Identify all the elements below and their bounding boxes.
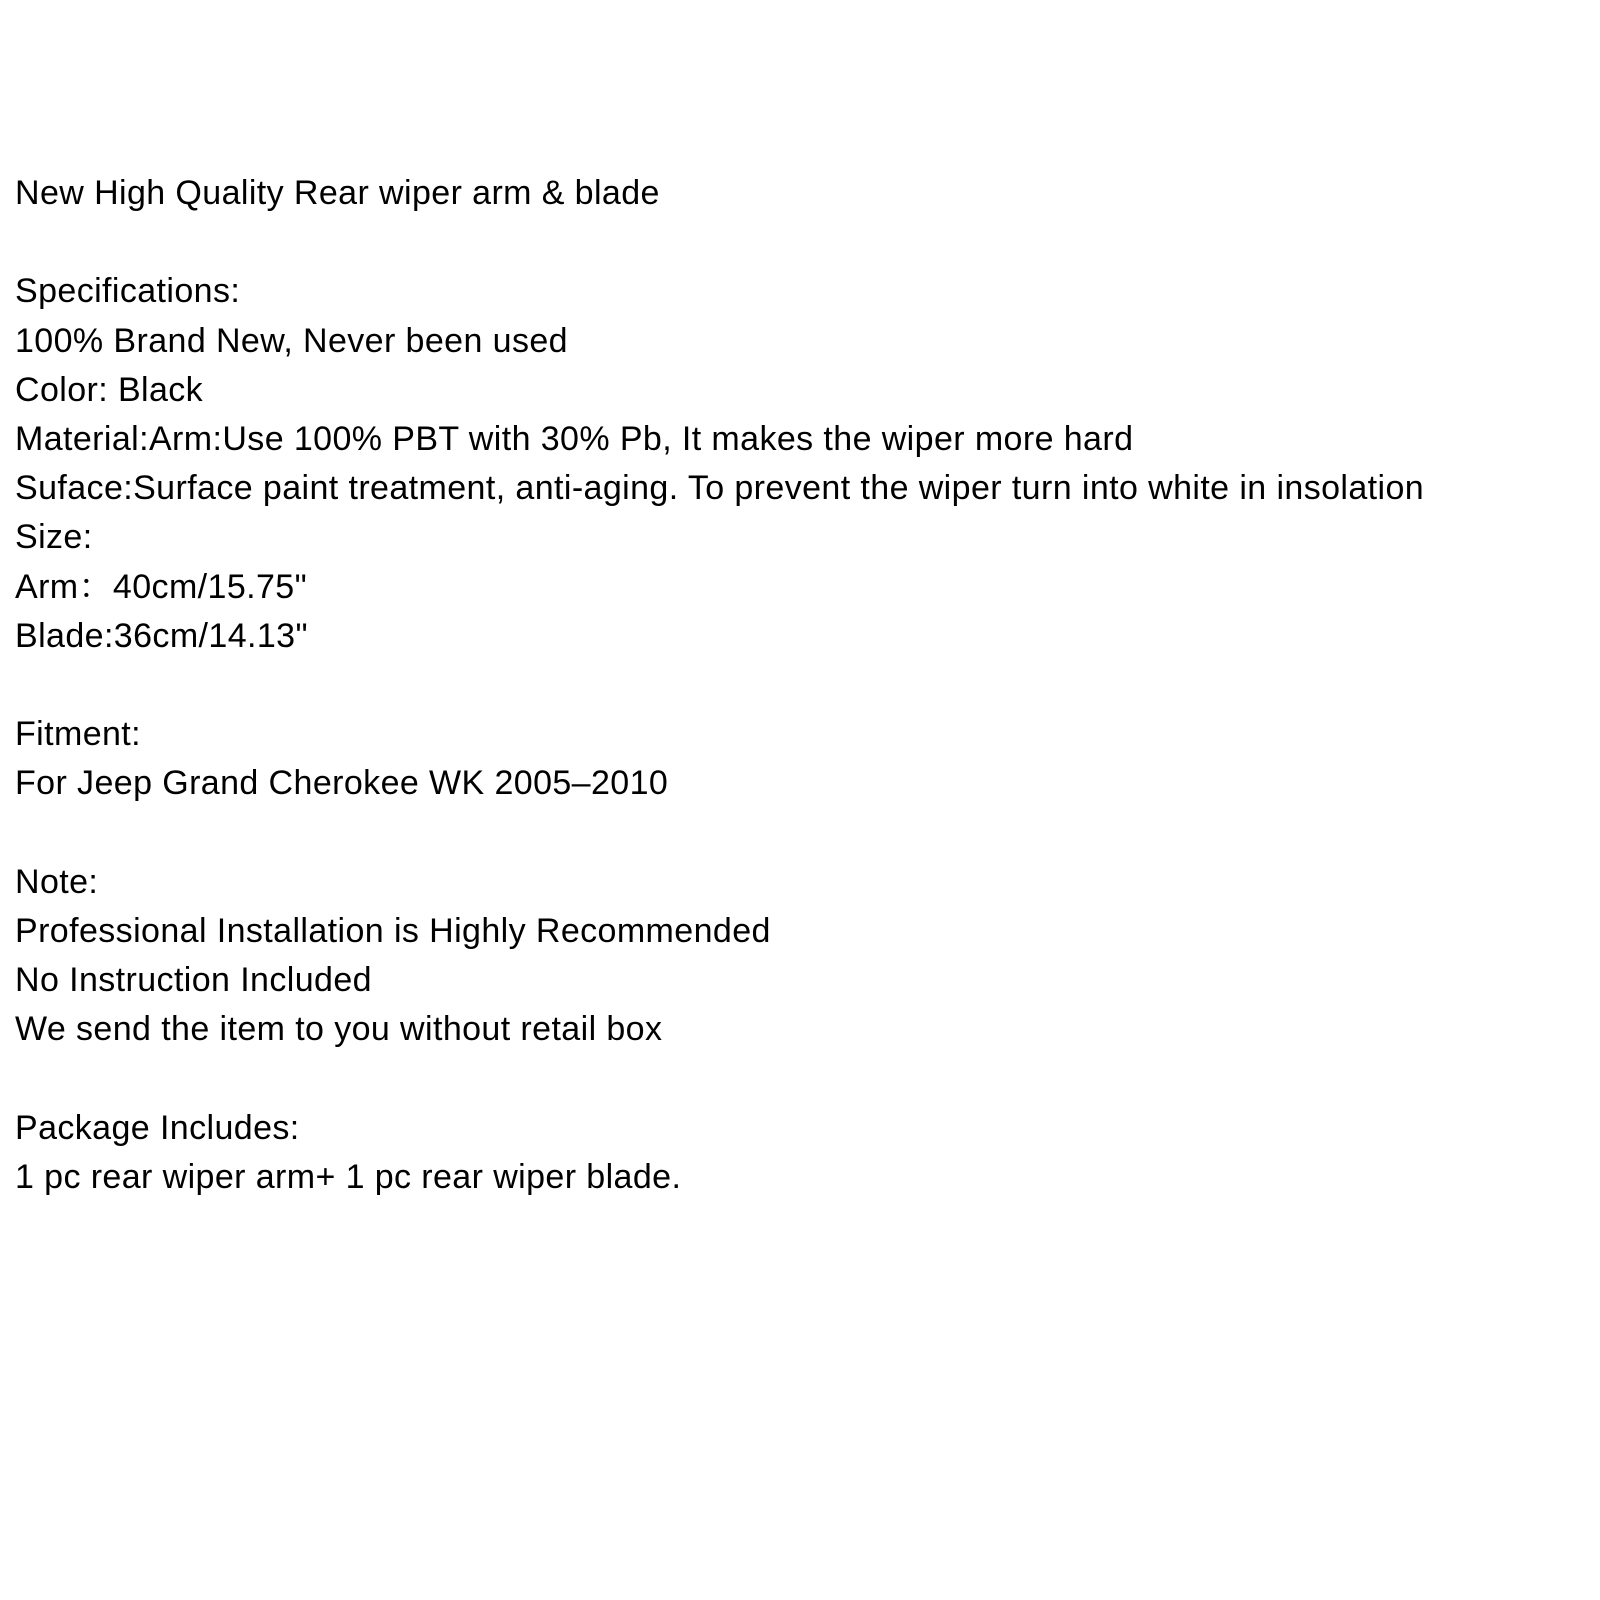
- note-line-instruction: No Instruction Included: [15, 961, 372, 999]
- spec-line-arm-size: Arm：40cm/15.75": [15, 567, 308, 606]
- spec-line-color: Color: Black: [15, 370, 204, 409]
- spec-line-material: Material:Arm:Use 100% PBT with 30% Pb, It makes the wiper more hard: [15, 419, 1134, 458]
- note-line-retail-box: We send the item to you without retail box: [15, 1010, 663, 1049]
- spec-line-brand-new: 100% Brand New, Never been used: [15, 321, 568, 360]
- spacer: [15, 808, 1595, 857]
- note-line-installation: Professional Installation is Highly Recommended: [15, 911, 771, 950]
- fitment-line-vehicle: For Jeep Grand Cherokee WK 2005–2010: [15, 764, 669, 803]
- spacer: [15, 218, 1595, 267]
- spec-line-blade-size: Blade:36cm/14.13": [15, 616, 308, 655]
- note-heading: Note:: [15, 862, 99, 901]
- product-title: New High Quality Rear wiper arm & blade: [15, 174, 660, 212]
- spacer: [15, 1054, 1595, 1103]
- specifications-heading: Specifications:: [15, 272, 241, 311]
- fitment-heading: Fitment:: [15, 715, 142, 754]
- package-line-contents: 1 pc rear wiper arm+ 1 pc rear wiper blade.: [15, 1157, 682, 1196]
- product-description: [15, 169, 1595, 1202]
- spec-line-surface: Suface:Surface paint treatment, anti-aging. To prevent the wiper turn into white in insolation: [15, 469, 1425, 508]
- spec-line-size: Size:: [15, 518, 93, 557]
- package-heading: Package Includes:: [15, 1108, 300, 1147]
- spacer: [15, 661, 1595, 710]
